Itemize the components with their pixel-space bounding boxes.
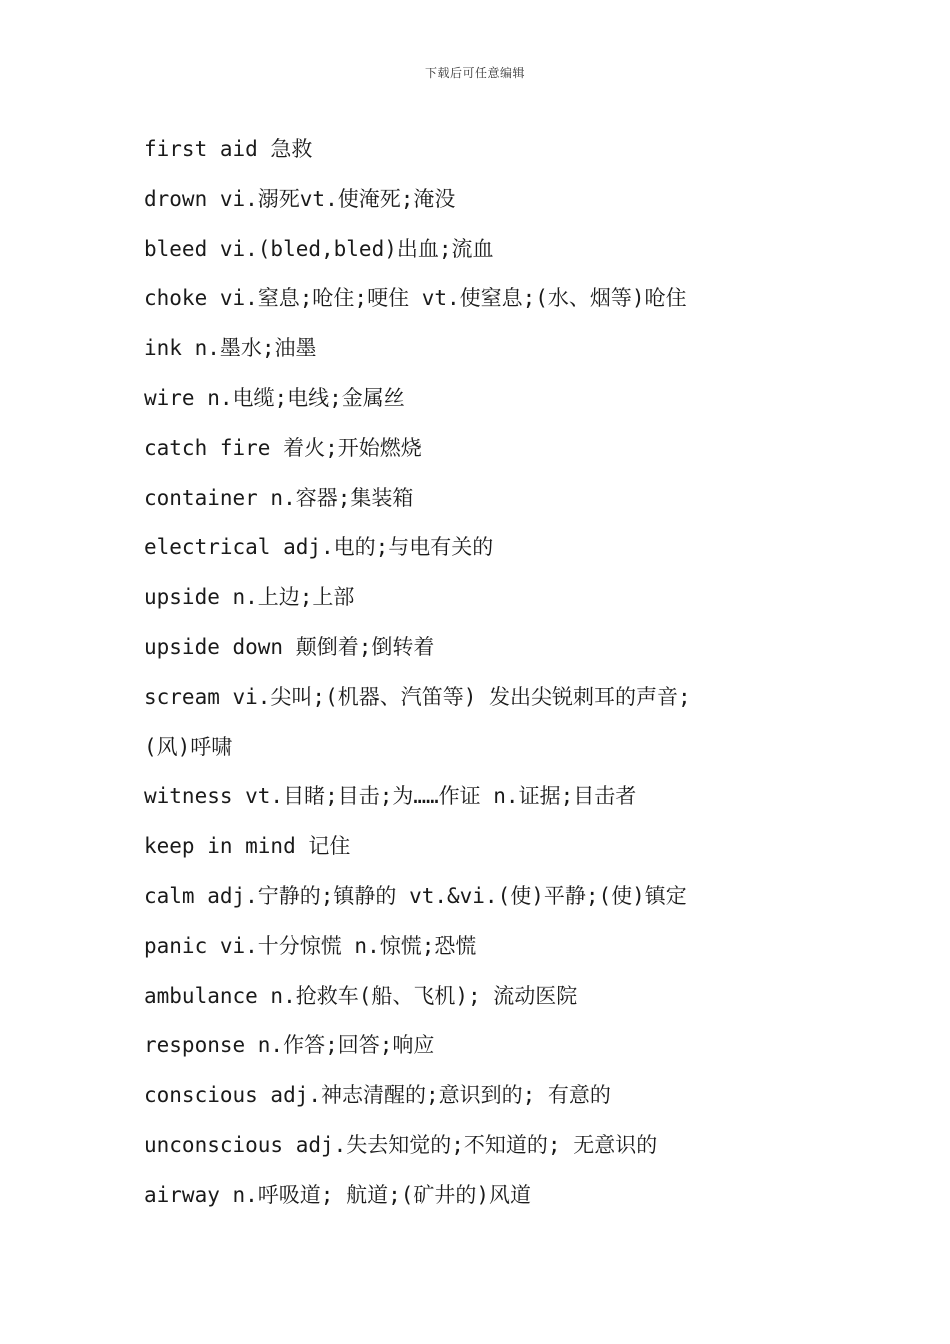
vocab-line-electrical: electrical adj.电的;与电有关的 bbox=[144, 535, 494, 560]
vocab-line-ink: ink n.墨水;油墨 bbox=[144, 336, 317, 361]
vocab-line-choke: choke vi.窒息;呛住;哽住 vt.使窒息;(水、烟等)呛住 bbox=[144, 286, 687, 311]
vocab-line-ambulance: ambulance n.抢救车(船、飞机); 流动医院 bbox=[144, 983, 578, 1008]
vocab-line-keep-in-mind: keep in mind 记住 bbox=[144, 834, 351, 859]
vocabulary-list bbox=[144, 131, 834, 1227]
vocab-line-conscious: conscious adj.神志清醒的;意识到的; 有意的 bbox=[144, 1083, 611, 1108]
vocab-line-response: response n.作答;回答;响应 bbox=[144, 1033, 435, 1058]
page-header: 下载后可任意编辑 bbox=[424, 66, 525, 80]
vocab-line-unconscious: unconscious adj.失去知觉的;不知道的; 无意识的 bbox=[144, 1132, 658, 1157]
vocab-line-scream-continued: (风)呼啸 bbox=[144, 734, 233, 759]
vocab-line-catch-fire: catch fire 着火;开始燃烧 bbox=[144, 435, 422, 460]
vocab-line-drown: drown vi.溺死vt.使淹死;淹没 bbox=[144, 186, 456, 211]
vocab-line-panic: panic vi.十分惊慌 n.惊慌;恐慌 bbox=[144, 933, 477, 958]
vocab-line-airway: airway n.呼吸道; 航道;(矿井的)风道 bbox=[144, 1182, 532, 1207]
vocab-line-wire: wire n.电缆;电线;金属丝 bbox=[144, 385, 405, 410]
vocab-line-witness: witness vt.目睹;目击;为……作证 n.证据;目击者 bbox=[144, 784, 637, 809]
vocab-line-upside: upside n.上边;上部 bbox=[144, 585, 355, 610]
vocab-line-upside-down: upside down 颠倒着;倒转着 bbox=[144, 634, 435, 659]
vocab-line-container: container n.容器;集装箱 bbox=[144, 485, 414, 510]
vocab-line-scream: scream vi.尖叫;(机器、汽笛等) 发出尖锐刺耳的声音; bbox=[144, 684, 691, 709]
vocab-line-bleed: bleed vi.(bled,bled)出血;流血 bbox=[144, 236, 494, 261]
vocab-line-first-aid: first aid 急救 bbox=[144, 137, 313, 161]
vocab-line-calm: calm adj.宁静的;镇静的 vt.&vi.(使)平静;(使)镇定 bbox=[144, 883, 687, 908]
